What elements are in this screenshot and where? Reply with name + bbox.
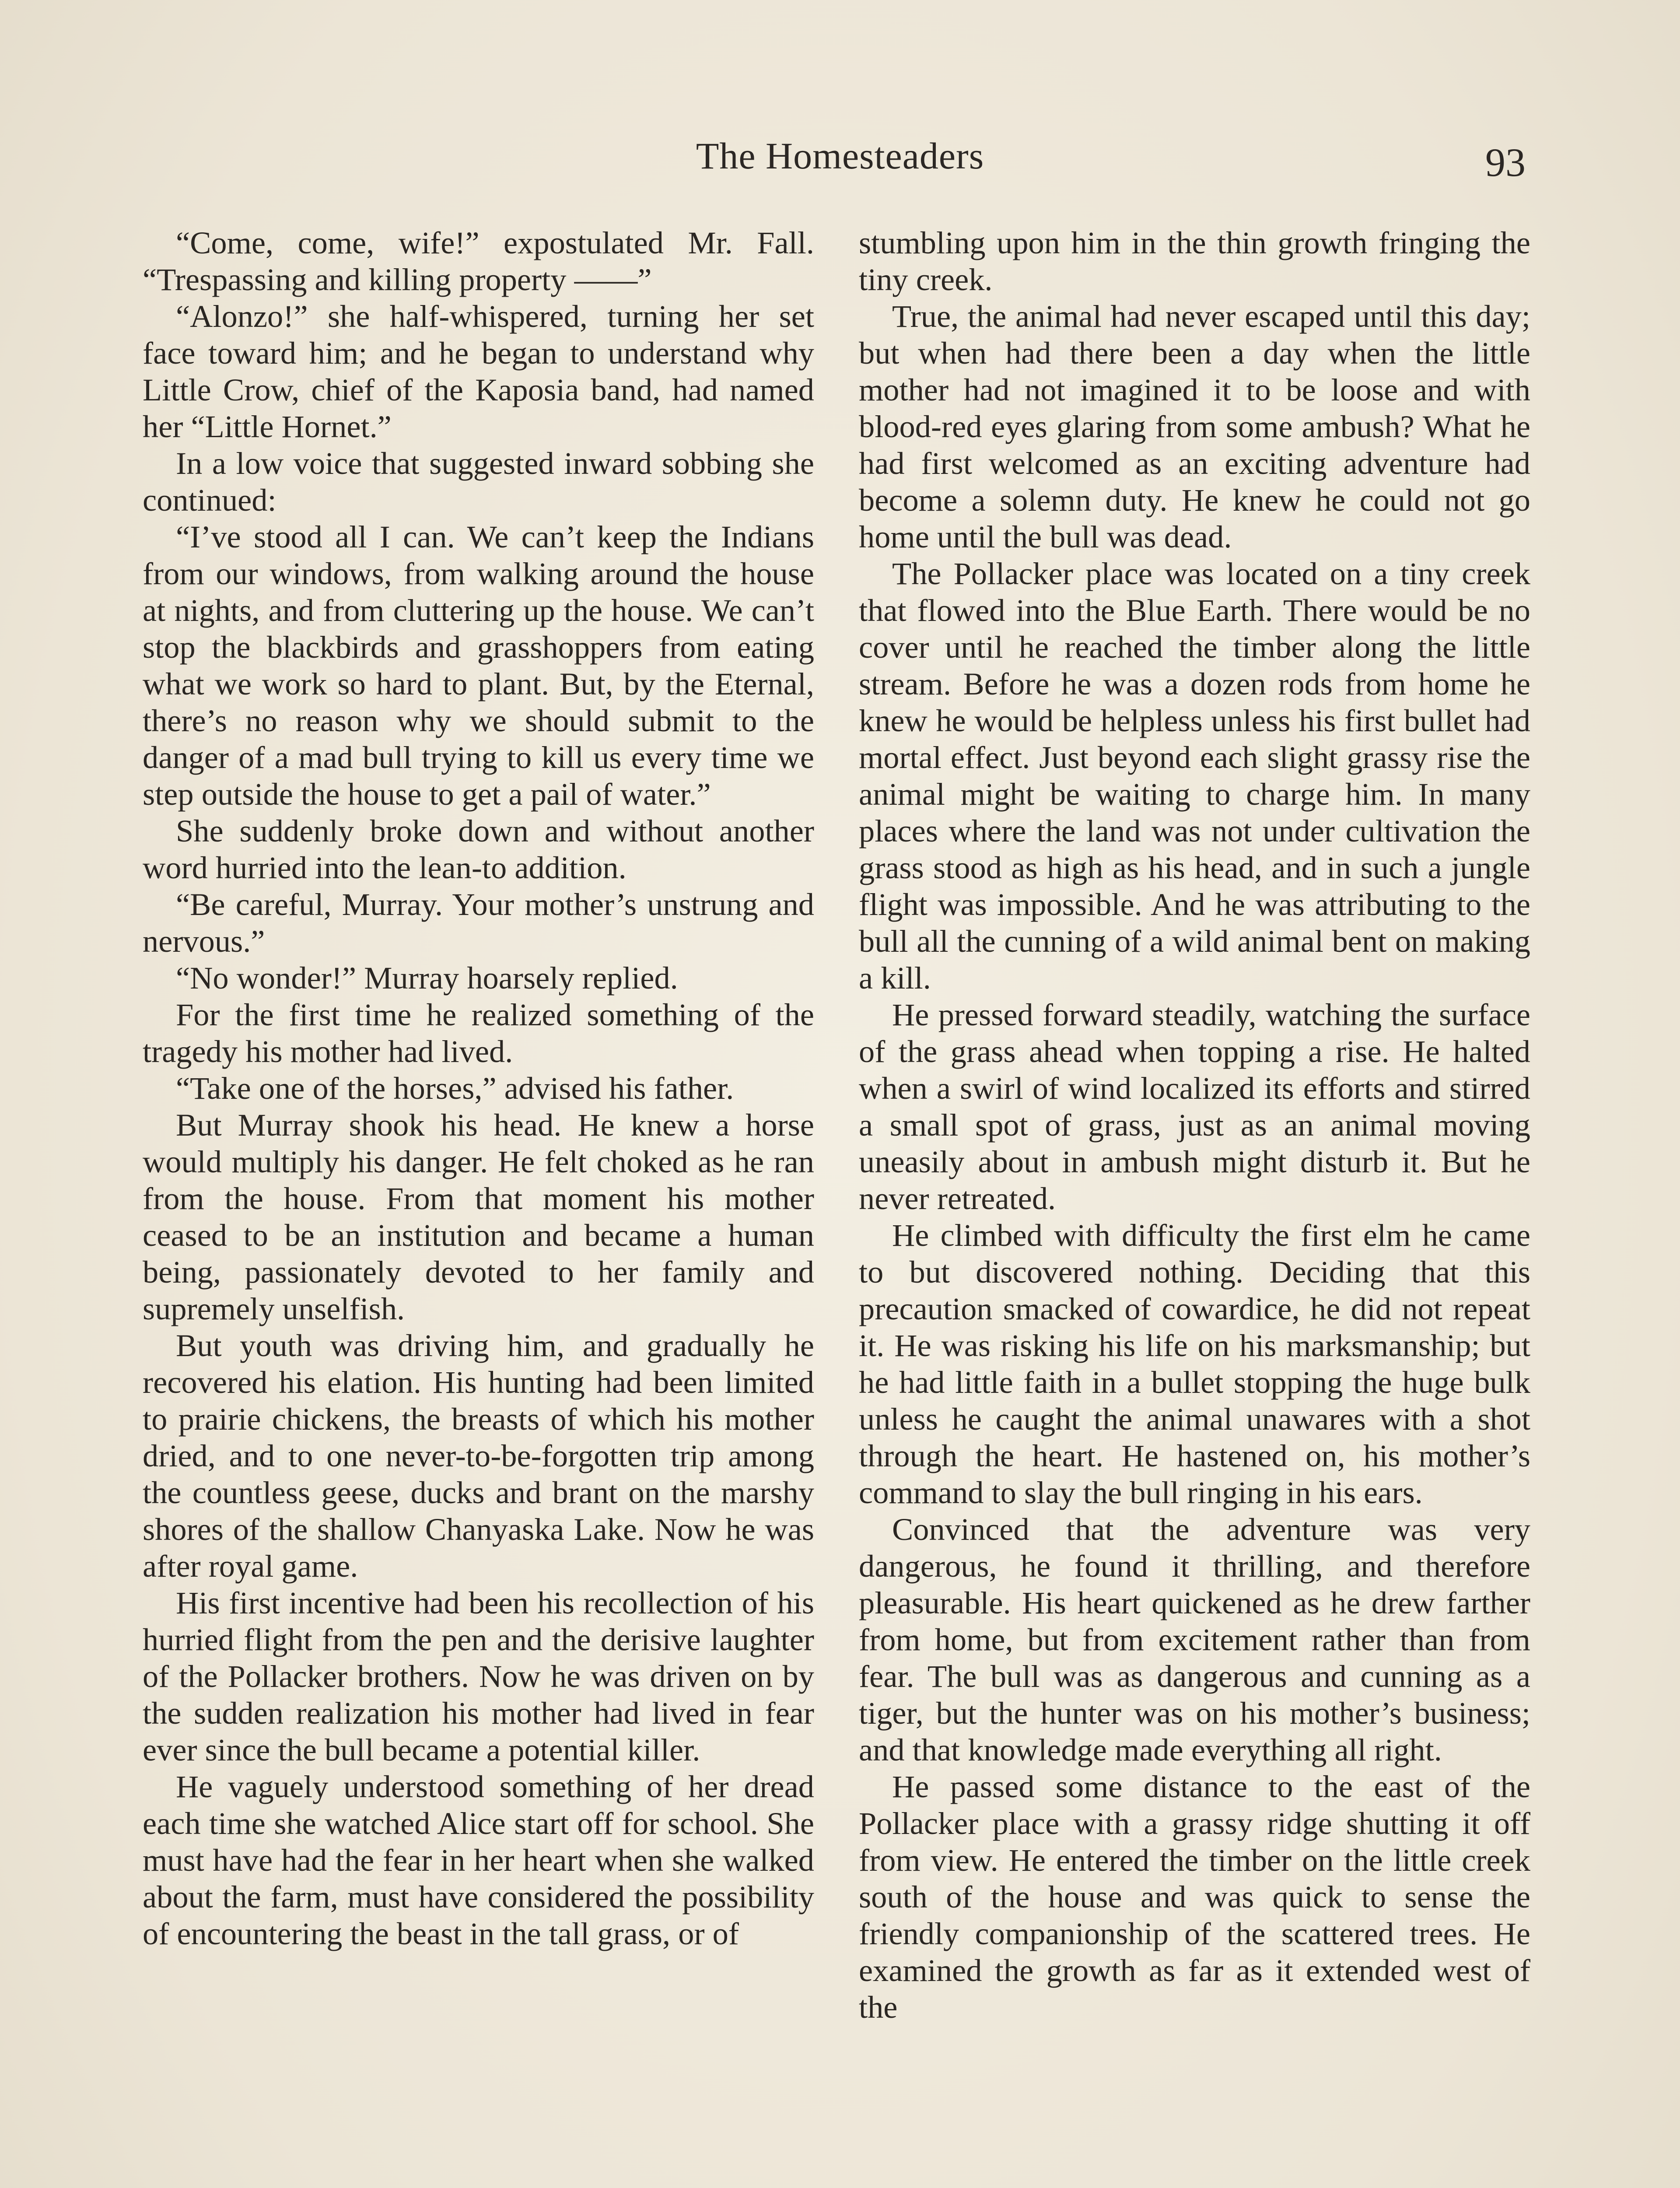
paragraph: He passed some distance to the east of the Pollacker place with a grassy ridge shutting it off from view. He entered the timber on the little creek south of the house and was quick to sense the friendly companionship of the scattered trees. He examined the growth as far as it extended west of the	[859, 1769, 1530, 2025]
left-text-column	[143, 224, 814, 1952]
paragraph: He climbed with difficulty the first elm he came to but discovered nothing. Deciding that this precaution smacked of cowardice, he did not repeat it. He was risking his life on his marksmanship; but he had little faith in a bullet stopping the huge bulk unless he caught the animal unawares with a shot through the heart. He hastened on, his mother’s command to slay the bull ringing in his ears.	[859, 1217, 1530, 1510]
paragraph: stumbling upon him in the thin growth fringing the tiny creek.	[859, 225, 1530, 297]
page-number: 93	[1485, 140, 1526, 185]
paragraph: She suddenly broke down and without another word hurried into the lean-to addition.	[143, 813, 814, 885]
paragraph: “Come, come, wife!” expostulated Mr. Fall. “Trespassing and killing property ——”	[143, 225, 814, 297]
paragraph: Convinced that the adventure was very dangerous, he found it thrilling, and therefore pleasurable. His heart quickened as he drew farther from home, but from excitement rather than from fear. The bull was as dangerous and cunning as a tiger, but the hunter was on his mother’s business; and that knowledge made everything all right.	[859, 1511, 1530, 1767]
paragraph: “Take one of the horses,” advised his father.	[176, 1070, 734, 1106]
right-text-column	[859, 224, 1530, 2026]
paragraph: His first incentive had been his recollection of his hurried flight from the pen and the derisive laughter of the Pollacker brothers. Now he was driven on by the sudden realization his mother had lived in fear ever since the bull became a potential killer.	[143, 1585, 814, 1767]
paragraph: The Pollacker place was located on a tiny creek that flowed into the Blue Earth. There would be no cover until he reached the timber along the little stream. Before he was a dozen rods from home he knew he would be helpless unless his first bullet had mortal effect. Just beyond each slight grassy rise the animal might be waiting to charge him. In many places where the land was not under cultivation the grass stood as high as his head, and in such a jungle flight was impossible. And he was attributing to the bull all the cunning of a wild animal bent on making a kill.	[859, 556, 1530, 996]
paragraph: For the first time he realized something of the tragedy his mother had lived.	[143, 997, 814, 1069]
running-title: The Homesteaders	[696, 135, 984, 177]
paragraph: But youth was driving him, and gradually he recovered his elation. His hunting had been limited to prairie chickens, the breasts of which his mother dried, and to one never-to-be-forgotten trip among the countless geese, ducks and brant on the marshy shores of the shallow Chanyaska Lake. Now he was after royal game.	[143, 1328, 814, 1584]
paragraph: “I’ve stood all I can. We can’t keep the Indians from our windows, from walking around the house at nights, and from cluttering up the house. We can’t stop the blackbirds and grasshoppers from eating what we work so hard to plant. But, by the Eternal, there’s no reason why we should submit to the danger of a mad bull trying to kill us every time we step outside the house to get a pail of water.”	[143, 519, 814, 812]
paragraph: True, the animal had never escaped until this day; but when had there been a day when the little mother had not imagined it to be loose and with blood-red eyes glaring from some ambush? What he had first welcomed as an exciting adventure had become a solemn duty. He knew he could not go home until the bull was dead.	[859, 298, 1530, 554]
paragraph: He vaguely understood something of her dread each time she watched Alice start off for school. She must have had the fear in her heart when she walked about the farm, must have considered the possibility of encountering the beast in the tall grass, or of	[143, 1769, 814, 1951]
paragraph: He pressed forward steadily, watching the surface of the grass ahead when topping a rise. He halted when a swirl of wind localized its efforts and stirred a small spot of grass, just as an animal moving uneasily about in ambush might disturb it. But he never retreated.	[859, 997, 1530, 1216]
paragraph: But Murray shook his head. He knew a horse would multiply his danger. He felt choked as he ran from the house. From that moment his mother ceased to be an institution and became a human being, passionately devoted to her family and supremely unselfish.	[143, 1107, 814, 1326]
paragraph: In a low voice that suggested inward sobbing she continued:	[143, 445, 814, 518]
paragraph: “Be careful, Murray. Your mother’s unstrung and nervous.”	[143, 887, 814, 959]
paragraph: “No wonder!” Murray hoarsely replied.	[176, 960, 678, 996]
paragraph: “Alonzo!” she half-whispered, turning her set face toward him; and he began to understand why Little Crow, chief of the Kaposia band, had named her “Little Hornet.”	[143, 298, 814, 444]
